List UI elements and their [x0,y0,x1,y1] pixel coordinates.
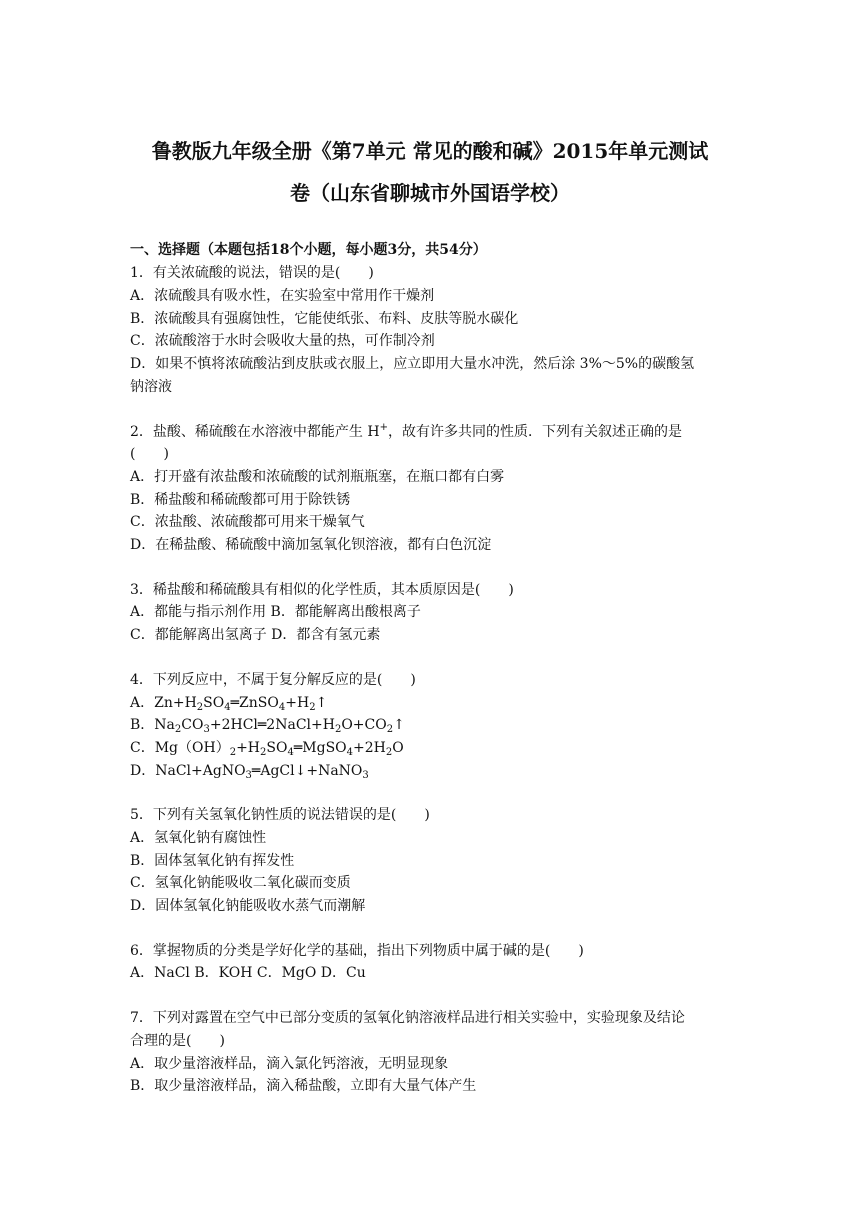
question-5-stem: 5．下列有关氢氧化钠性质的说法错误的是( ) [130,807,430,823]
question-4-option-c: C．$Mg(OH)_2+H_2SO_4═MgSO_4+2H_2O$ [130,740,404,758]
question-5-option-a: A．氢氧化钠有腐蚀性 [130,830,267,846]
question-2-stem [130,423,682,441]
question-7-stem: 7．下列对露置在空气中已部分变质的氢氧化钠溶液样品进行相关实验中，实验现象及结论 [130,1010,685,1026]
exam-title-line-1: 鲁教版九年级全册《第7单元 常见的酸和碱》2015年单元测试 [151,139,709,163]
question-4-option-a: A．$Zn+H_2SO_4═ZnSO_4+H_2↑$ [130,695,328,713]
question-7-option-a: A．取少量溶液样品，滴入氯化钙溶液，无明显现象 [130,1056,449,1072]
question-6-stem: 6．掌握物质的分类是学好化学的基础，指出下列物质中属于碱的是( ) [130,943,584,959]
question-4-option-b: B．$Na_2CO_3+2HCl═2NaCl+H_2O+CO_2↑$ [130,717,405,735]
question-1-option-a: A．浓硫酸具有吸水性，在实验室中常用作干燥剂 [130,288,435,304]
question-7-option-b: B．取少量溶液样品，滴入稀盐酸，立即有大量气体产生 [130,1078,477,1094]
question-2-option-b: B．稀盐酸和稀硫酸都可用于除铁锈 [130,492,351,508]
question-2-stem-b: ，故有许多共同的性质．下列有关叙述正确的是 [387,424,682,440]
exam-title-line-2: 卷（山东省聊城市外国语学校） [290,181,570,205]
question-2-option-c: C．浓盐酸、浓硫酸都可用来干燥氧气 [130,514,365,530]
question-7-stem-cont: 合理的是( ) [130,1033,225,1049]
question-3-stem: 3．稀盐酸和稀硫酸具有相似的化学性质，其本质原因是( ) [130,582,514,598]
section-heading: 一、选择题（本题包括18个小题，每小题3分，共54分） [130,242,487,258]
question-5-option-b: B．固体氢氧化钠有挥发性 [130,853,295,869]
question-3-options-ab: A．都能与指示剂作用 B．都能解离出酸根离子 [130,604,421,620]
question-5-option-c: C．氢氧化钠能吸收二氧化碳而变质 [130,875,351,891]
question-2-option-d: D．在稀盐酸、稀硫酸中滴加氢氧化钡溶液，都有白色沉淀 [130,537,492,553]
question-4-stem: 4．下列反应中，不属于复分解反应的是( ) [130,672,416,688]
question-5-option-d: D．固体氢氧化钠能吸收水蒸气而潮解 [130,898,366,914]
hydrogen-ion-charge: + [379,422,388,433]
question-1-option-b: B．浓硫酸具有强腐蚀性，它能使纸张、布料、皮肤等脱水碳化 [130,311,519,327]
question-2-stem-a: 2．盐酸、稀硫酸在水溶液中都能产生 H [130,424,380,440]
question-1-option-d: D．如果不慎将浓硫酸沾到皮肤或衣服上，应立即用大量水冲洗，然后涂 3%～5%的碳酸氢 [130,356,695,372]
question-4-option-d: D．NaCl+AgNO$_3$═AgCl↓+NaNO$_3$ [130,763,369,781]
question-6-options: A．NaCl B．KOH C．MgO D．Cu [130,965,366,981]
question-1-option-c: C．浓硫酸溶于水时会吸收大量的热，可作制冷剂 [130,333,435,349]
question-3-options-cd: C．都能解离出氢离子 D．都含有氢元素 [130,627,381,643]
question-1-stem: 1．有关浓硫酸的说法，错误的是( ) [130,265,374,281]
question-1-option-d-cont: 钠溶液 [130,379,172,395]
question-2-answer-bracket: ( ) [130,446,169,462]
question-2-option-a: A．打开盛有浓盐酸和浓硫酸的试剂瓶瓶塞，在瓶口都有白雾 [130,469,505,485]
